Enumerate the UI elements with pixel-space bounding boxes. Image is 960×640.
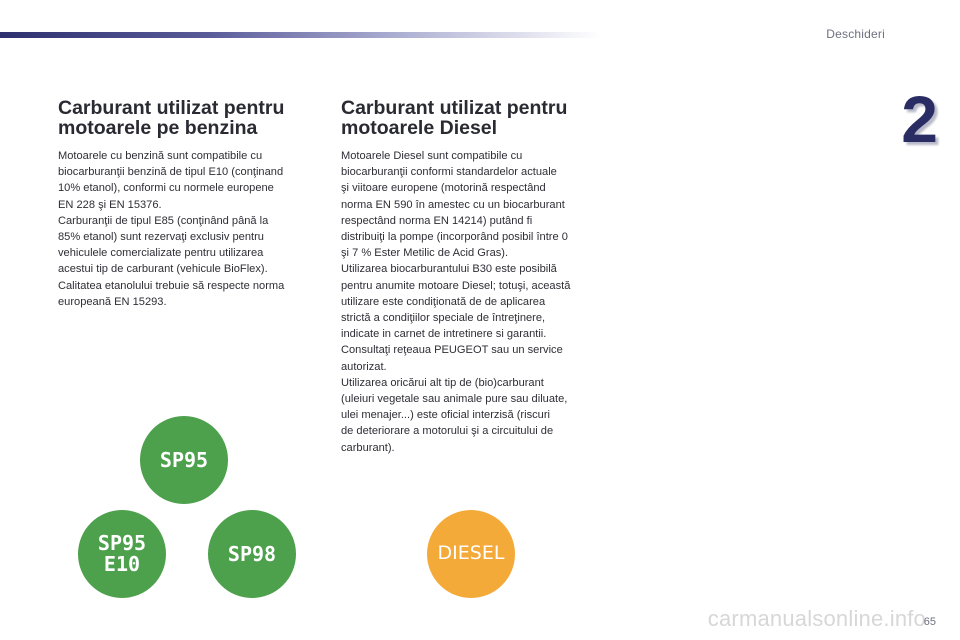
petrol-heading: Carburant utilizat pentru motoarele pe benzina [58,97,285,139]
watermark: carmanualsonline.info [707,606,926,631]
sp95-badge: SP95 [140,416,228,504]
sp95-e10-badge: SP95 E10 [78,510,166,598]
petrol-section [58,98,320,310]
section-label: Deschideri [826,27,885,41]
diesel-body: Motoarele Diesel sunt compatibile cu biocarburanţii conformi standardelor actuale şi viitoare europene (motorină respectând norma EN 590 în amestec cu un biocarburant respectând norma EN 14214) putând fi distribuiţi la pompe (incorporând posibil între 0 şi 7 % Ester Metilic de Acid Gras). Utilizarea biocarburantului B30 este posibilă pentru anumite motoare Diesel; totuşi, această utilizare este condiţionată de de aplicarea strictă a condiţiilor speciale de întreţinere, indicate in carnet de intretinere si garantii. Consultaţi reţeaua PEUGEOT sau un service autorizat. Utilizarea oricărui alt tip de (bio)carburant (uleiuri vegetale sau animale pure sau diluate, ulei menajer...) este oficial interzisă (riscuri de deteriorare a motorului şi a circuitului de carburant). [341,150,571,454]
sp98-badge: SP98 [208,510,296,598]
diesel-heading: Carburant utilizat pentru motoarele Diesel [341,97,568,139]
chapter-number: 2 [901,82,938,156]
diesel-section [341,98,603,456]
diesel-badge: DIESEL [427,510,515,598]
page-number: 65 [923,616,936,628]
petrol-body: Motoarele cu benzină sunt compatibile cu biocarburanţii benzină de tipul E10 (conţinand 10% etanol), conformi cu normele europene EN 228 şi EN 15376. Carburanţii de tipul E85 (conţinând până la 85% etanol) sunt rezervaţi exclusiv pentru vehiculele comercializate pentru utilizarea acestui tip de carburant (vehicule BioFlex). Calitatea etanolului trebuie să respecte norma europeană EN 15293. [58,150,285,308]
header-accent-bar [0,32,600,38]
